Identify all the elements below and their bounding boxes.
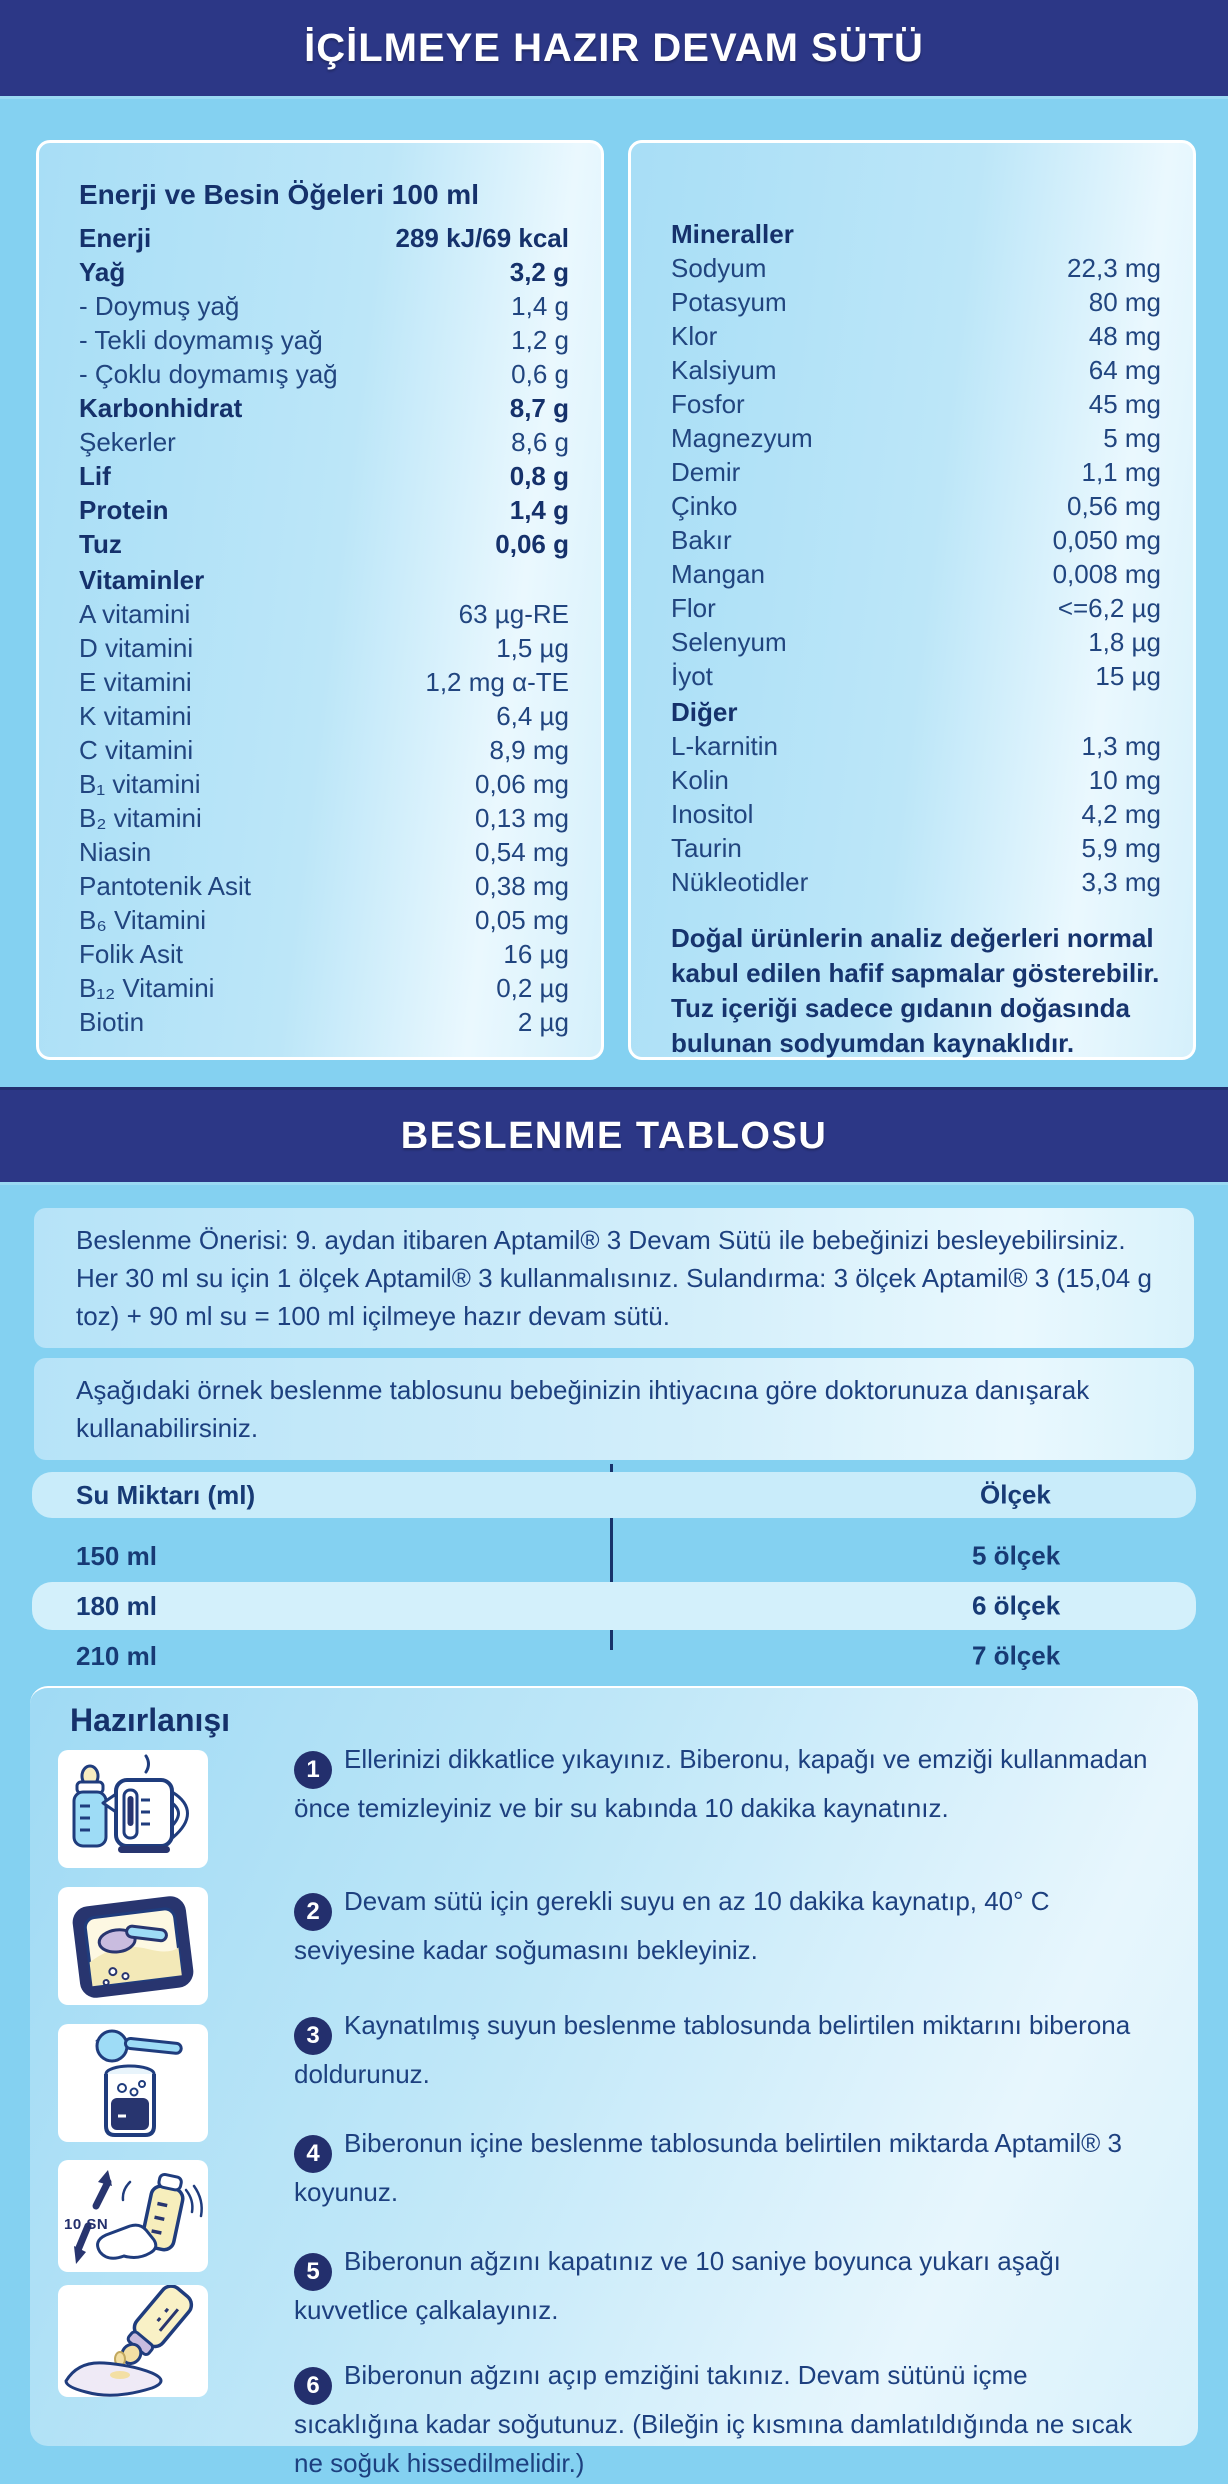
scoop-amount: 7 ölçek <box>972 1640 1061 1671</box>
mineral-value: 1,8 µg <box>1088 627 1161 657</box>
nutrient-value: 0,38 mg <box>475 871 569 901</box>
nutrient-label: Şekerler <box>79 427 176 457</box>
mineral-label: Demir <box>671 457 741 487</box>
nutrient-value: 0,6 g <box>511 359 569 389</box>
table-row <box>32 1536 1196 1576</box>
water-column-header: Su Miktarı (ml) <box>76 1479 256 1510</box>
nutrition-row <box>79 903 569 937</box>
nutrient-value: 0,13 mg <box>475 803 569 833</box>
mineral-label: L-karnitin <box>671 731 778 761</box>
step-number-badge: 6 <box>294 2367 332 2405</box>
mineral-row <box>671 523 1161 557</box>
nutrient-value: 3,2 g <box>509 257 569 287</box>
section-band-title: BESLENME TABLOSU <box>400 1114 828 1157</box>
mineral-value: 0,050 mg <box>1052 525 1161 555</box>
mineral-row <box>671 353 1161 387</box>
nutrition-row <box>79 937 569 971</box>
header-band <box>0 0 1228 96</box>
step-number-badge: 4 <box>294 2135 332 2173</box>
nutrition-row <box>79 971 569 1005</box>
nutrient-label: - Tekli doymamış yağ <box>79 325 323 355</box>
nutrient-value: 0,54 mg <box>475 837 569 867</box>
mineral-value: 5,9 mg <box>1081 833 1161 863</box>
mineral-value: <=6,2 µg <box>1057 593 1161 623</box>
doctor-advice-text: Aşağıdaki örnek beslenme tablosunu bebeğinizin ihtiyacına göre doktorunuza danışarak kullanabilirsiniz. <box>76 1375 1090 1443</box>
mineral-row <box>671 319 1161 353</box>
mineral-value: 48 mg <box>1088 321 1161 351</box>
nutrition-row <box>79 493 569 527</box>
bottle-kettle-icon <box>58 1750 208 1868</box>
nutrition-section <box>0 96 1228 1060</box>
shake-duration-label: 10 SN <box>64 2216 109 2233</box>
nutrition-row <box>79 699 569 733</box>
scoop-column-header: Ölçek <box>980 1479 1051 1510</box>
page-title: İÇİLMEYE HAZIR DEVAM SÜTÜ <box>304 25 924 70</box>
nutrient-label: Karbonhidrat <box>79 393 243 423</box>
mineral-label: Çinko <box>671 491 738 521</box>
nutrient-value: 0,2 µg <box>496 973 569 1003</box>
nutrient-label: B₁ vitamini <box>79 769 201 799</box>
mineral-value: 45 mg <box>1088 389 1161 419</box>
mineral-label: Kolin <box>671 765 729 795</box>
step-text: Devam sütü için gerekli suyu en az 10 dakika kaynatıp, 40° C seviyesine kadar soğumasını bekleyiniz. <box>294 1886 1050 1965</box>
mineral-row <box>671 625 1161 659</box>
mineral-row <box>671 695 1161 729</box>
nutrient-label: - Doymuş yağ <box>79 291 240 321</box>
mineral-value: 3,3 mg <box>1081 867 1161 897</box>
mineral-row <box>671 831 1161 865</box>
mineral-row <box>671 763 1161 797</box>
nutrient-value: 0,06 mg <box>475 769 569 799</box>
mineral-value: 64 mg <box>1088 355 1161 385</box>
nutrient-label: Niasin <box>79 837 152 867</box>
mineral-row <box>671 285 1161 319</box>
nutrient-value: 63 µg-RE <box>458 599 569 629</box>
preparation-steps <box>294 1740 1154 2483</box>
step-number-badge: 3 <box>294 2017 332 2055</box>
step-text: Biberonun ağzını açıp emziğini takınız. Devam sütünü içme sıcaklığına kadar soğutunuz. (Bileğin iç kısmına damlatıldığında ne sıcak ne soğuk hissedilmelidir.) <box>294 2360 1133 2478</box>
mineral-label: Kalsiyum <box>671 355 777 385</box>
water-amount: 210 ml <box>76 1640 157 1671</box>
nutrient-value: 2 µg <box>517 1007 569 1037</box>
mineral-label: Bakır <box>671 525 732 555</box>
mineral-label: Inositol <box>671 799 754 829</box>
nutrition-row <box>79 733 569 767</box>
preparation-title: Hazırlanışı <box>70 1702 231 1738</box>
mineral-row <box>671 387 1161 421</box>
mineral-label: Mineraller <box>671 219 794 249</box>
mineral-row <box>671 489 1161 523</box>
mineral-value: 0,56 mg <box>1067 491 1161 521</box>
mineral-value: 80 mg <box>1088 287 1161 317</box>
mineral-label: Fosfor <box>671 389 745 419</box>
nutrition-row <box>79 665 569 699</box>
nutrition-row <box>79 357 569 391</box>
nutrient-value: 8,6 g <box>511 427 569 457</box>
nutrition-row <box>79 869 569 903</box>
nutrition-row <box>79 323 569 357</box>
nutrition-rows <box>79 221 569 1039</box>
mineral-value: 1,1 mg <box>1081 457 1161 487</box>
minerals-rows <box>671 215 1161 899</box>
mineral-label: Taurin <box>671 833 742 863</box>
nutrition-row <box>79 425 569 459</box>
table-row <box>32 1636 1196 1676</box>
nutrient-value: 1,4 g <box>511 291 569 321</box>
nutrient-label: A vitamini <box>79 599 191 629</box>
section-band <box>0 1090 1228 1182</box>
water-amount: 180 ml <box>76 1590 157 1621</box>
step-number-badge: 5 <box>294 2253 332 2291</box>
nutrient-value: 1,4 g <box>509 495 569 525</box>
mineral-row <box>671 557 1161 591</box>
nutrient-label: Pantotenik Asit <box>79 871 251 901</box>
step-item <box>294 2006 1154 2094</box>
mineral-label: Nükleotidler <box>671 867 809 897</box>
nutrient-label: B₁₂ Vitamini <box>79 973 215 1003</box>
shake-bottle-icon <box>58 2160 208 2272</box>
nutrient-value: 1,5 µg <box>496 633 569 663</box>
scoop-amount: 6 ölçek <box>972 1590 1061 1621</box>
mineral-row <box>671 251 1161 285</box>
table-rows <box>32 1536 1196 1676</box>
mineral-value: 0,008 mg <box>1052 559 1161 589</box>
nutrition-row <box>79 255 569 289</box>
doctor-advice-panel <box>34 1358 1194 1460</box>
step-number-badge: 2 <box>294 1893 332 1931</box>
mineral-row <box>671 729 1161 763</box>
mineral-value: 4,2 mg <box>1081 799 1161 829</box>
nutrition-row <box>79 767 569 801</box>
mineral-row <box>671 455 1161 489</box>
mineral-row <box>671 217 1161 251</box>
nutrient-value: 1,2 mg α-TE <box>425 667 569 697</box>
nutrient-value: 16 µg <box>503 939 569 969</box>
mineral-label: Potasyum <box>671 287 787 317</box>
feeding-advice-panel <box>34 1208 1194 1348</box>
water-amount: 150 ml <box>76 1540 157 1571</box>
step-text: Biberonun içine beslenme tablosunda belirtilen miktarda Aptamil® 3 koyunuz. <box>294 2128 1122 2207</box>
nutrient-label: Tuz <box>79 529 122 559</box>
step-item <box>294 2356 1154 2483</box>
nutrition-row <box>79 289 569 323</box>
analysis-note: Doğal ürünlerin analiz değerleri normal kabul edilen hafif sapmalar gösterebilir. Tuz içeriği sadece gıdanın doğasında bulunan sodyumdan kaynaklıdır. <box>671 923 1160 1058</box>
mineral-label: Diğer <box>671 697 738 727</box>
step-item <box>294 1740 1154 1828</box>
step-text: Kaynatılmış suyun beslenme tablosunda belirtilen miktarını biberona doldurunuz. <box>294 2010 1131 2089</box>
nutrition-panel-title: Enerji ve Besin Öğeleri 100 ml <box>79 179 479 210</box>
nutrition-row <box>79 221 569 255</box>
nutrition-row <box>79 1005 569 1039</box>
nutrition-row <box>79 391 569 425</box>
mineral-row <box>671 659 1161 693</box>
nutrient-label: E vitamini <box>79 667 192 697</box>
preparation-panel <box>30 1686 1198 2478</box>
nutrient-label: Biotin <box>79 1007 145 1037</box>
nutrient-value: 289 kJ/69 kcal <box>395 223 569 253</box>
mineral-value: 5 mg <box>1103 423 1161 453</box>
scoop-amount: 5 ölçek <box>972 1540 1061 1571</box>
sterilize-pot-icon <box>58 1887 208 2005</box>
mineral-value: 10 mg <box>1088 765 1161 795</box>
mineral-row <box>671 865 1161 899</box>
mineral-label: Mangan <box>671 559 765 589</box>
mineral-row <box>671 591 1161 625</box>
mineral-label: Flor <box>671 593 716 623</box>
nutrient-value: 0,05 mg <box>475 905 569 935</box>
nutrient-label: Enerji <box>79 223 152 253</box>
table-row <box>32 1582 1196 1630</box>
nutrient-value: 6,4 µg <box>496 701 569 731</box>
step-number-badge: 1 <box>294 1751 332 1789</box>
nutrient-label: Protein <box>79 495 169 525</box>
table-header-row <box>32 1472 1196 1518</box>
nutrient-label: Yağ <box>79 257 126 287</box>
nutrient-value: 1,2 g <box>511 325 569 355</box>
step-item <box>294 2242 1154 2330</box>
mineral-label: İyot <box>671 661 713 691</box>
mineral-value: 1,3 mg <box>1081 731 1161 761</box>
scoop-bottle-icon <box>58 2024 208 2142</box>
nutrient-label: Lif <box>79 461 111 491</box>
nutrient-label: B₆ Vitamini <box>79 905 207 935</box>
mineral-value: 15 µg <box>1095 661 1161 691</box>
nutrition-panel <box>36 140 604 1060</box>
nutrient-label: C vitamini <box>79 735 194 765</box>
step-text: Ellerinizi dikkatlice yıkayınız. Biberonu, kapağı ve emziği kullanmadan önce temizleyiniz ve bir su kabında 10 dakika kaynatınız. <box>294 1744 1148 1823</box>
nutrient-label: B₂ vitamini <box>79 803 202 833</box>
nutrition-row <box>79 459 569 493</box>
mineral-row <box>671 421 1161 455</box>
nutrient-label: D vitamini <box>79 633 194 663</box>
mineral-value: 22,3 mg <box>1067 253 1161 283</box>
nutrition-row <box>79 563 569 597</box>
nutrient-value: 0,06 g <box>495 529 569 559</box>
nutrient-label: Vitaminler <box>79 565 205 595</box>
table-gap <box>32 1518 1196 1530</box>
nutrient-label: - Çoklu doymamış yağ <box>79 359 338 389</box>
nutrition-row <box>79 801 569 835</box>
mineral-label: Klor <box>671 321 718 351</box>
nutrient-value: 8,7 g <box>509 393 569 423</box>
mineral-row <box>671 797 1161 831</box>
nutrient-value: 0,8 g <box>509 461 569 491</box>
minerals-panel <box>628 140 1196 1060</box>
step-item <box>294 2124 1154 2212</box>
feeding-advice-text: Beslenme Önerisi: 9. aydan itibaren Aptamil® 3 Devam Sütü ile bebeğinizi besleyebilirsiniz. Her 30 ml su için 1 ölçek Aptamil® 3 kullanmalısınız. Sulandırma: 3 ölçek Aptamil® 3 (15,04 g toz) + 90 ml su = 100 ml içilmeye hazır devam sütü. <box>76 1225 1152 1331</box>
mineral-label: Selenyum <box>671 627 787 657</box>
nutrient-value: 8,9 mg <box>489 735 569 765</box>
nutrient-label: K vitamini <box>79 701 192 731</box>
nutrition-row <box>79 631 569 665</box>
wrist-test-icon <box>58 2285 208 2397</box>
feeding-table <box>32 1472 1196 1670</box>
mineral-label: Magnezyum <box>671 423 813 453</box>
nutrition-row <box>79 597 569 631</box>
mineral-label: Sodyum <box>671 253 767 283</box>
step-text: Biberonun ağzını kapatınız ve 10 saniye boyunca yukarı aşağı kuvvetlice çalkalayınız. <box>294 2246 1061 2325</box>
nutrient-label: Folik Asit <box>79 939 184 969</box>
step-item <box>294 1882 1154 1970</box>
nutrition-row <box>79 835 569 869</box>
nutrition-row <box>79 527 569 561</box>
